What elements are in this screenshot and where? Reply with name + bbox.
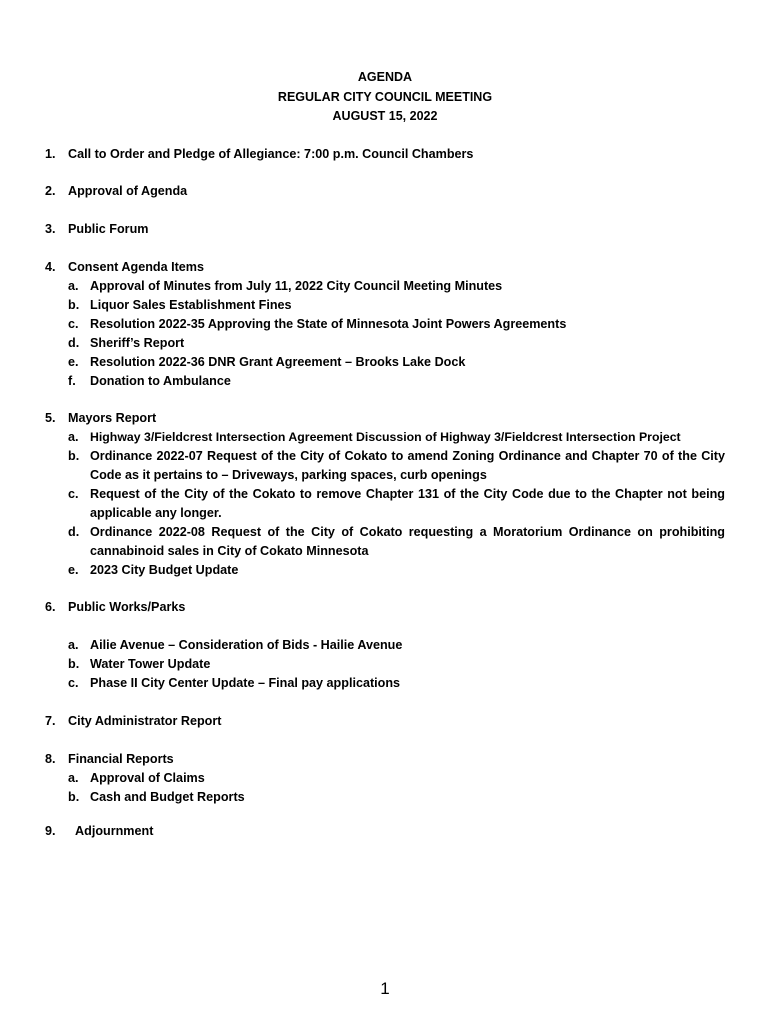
item-number: 5.	[45, 411, 56, 425]
sub-item-letter: e.	[68, 563, 79, 577]
item-label: Mayors Report	[68, 411, 157, 425]
sub-item-text: Ordinance 2022-07 Request of the City of Cokato to amend Zoning Ordinance and Chapter 70 of the City Code as it pertains to – Driveways, parking spaces, curb openings	[90, 449, 725, 482]
header-date: AUGUST 15, 2022	[332, 109, 438, 123]
sub-item-letter: c.	[68, 487, 79, 501]
sub-item-letter: b.	[68, 790, 80, 804]
item-label: Financial Reports	[68, 752, 174, 766]
item-label: Adjournment	[72, 824, 154, 838]
sub-item-text: Approval of Claims	[90, 771, 205, 785]
sub-item-letter: b.	[68, 298, 80, 312]
sub-item-letter: b.	[68, 449, 80, 463]
sub-item-text: Water Tower Update	[90, 657, 211, 671]
item-label: Public Works/Parks	[68, 600, 186, 614]
sub-item-text: Ordinance 2022-08 Request of the City of Cokato requesting a Moratorium Ordinance on prohibiting cannabinoid sales in City of Cokato Minnesota	[90, 525, 725, 558]
item-number: 2.	[45, 184, 56, 198]
sub-item-text: Resolution 2022-35 Approving the State of Minnesota Joint Powers Agreements	[90, 317, 567, 331]
item-number: 9.	[45, 824, 56, 838]
header-meeting-type: REGULAR CITY COUNCIL MEETING	[277, 89, 493, 104]
page-number: 1	[380, 979, 390, 998]
sub-item-text: Liquor Sales Establishment Fines	[90, 298, 292, 312]
item-number: 7.	[45, 714, 56, 728]
agenda-header	[0, 68, 770, 127]
sub-item-text: Donation to Ambulance	[90, 374, 231, 388]
item-label: City Administrator Report	[68, 714, 222, 728]
sub-item-text: Approval of Minutes from July 11, 2022 City Council Meeting Minutes	[90, 279, 503, 293]
sub-item-text: Resolution 2022-36 DNR Grant Agreement – Brooks Lake Dock	[90, 355, 466, 369]
item-number: 6.	[45, 600, 56, 614]
item-number: 1.	[45, 147, 56, 161]
item-number: 4.	[45, 260, 56, 274]
item-label: Approval of Agenda	[68, 184, 188, 198]
sub-item-letter: a.	[68, 279, 79, 293]
sub-item-text: Highway 3/Fieldcrest Intersection Agreement Discussion of Highway 3/Fieldcrest Intersection Project	[90, 430, 681, 444]
sub-item-letter: b.	[68, 657, 80, 671]
sub-item-letter: e.	[68, 355, 79, 369]
sub-item-letter: d.	[68, 525, 80, 539]
sub-item-text: Ailie Avenue – Consideration of Bids - Hailie Avenue	[90, 638, 403, 652]
sub-item-letter: c.	[68, 676, 79, 690]
sub-item-text: Sheriff’s Report	[90, 336, 185, 350]
sub-item-text: Request of the City of the Cokato to remove Chapter 131 of the City Code due to the Chapter not being applicable any longer.	[90, 487, 725, 520]
sub-item-text: 2023 City Budget Update	[90, 563, 239, 577]
item-label: Consent Agenda Items	[68, 260, 204, 274]
item-label: Public Forum	[68, 222, 149, 236]
item-number: 8.	[45, 752, 56, 766]
sub-item-letter: c.	[68, 317, 79, 331]
item-number: 3.	[45, 222, 56, 236]
item-label: Call to Order and Pledge of Allegiance: 7:00 p.m. Council Chambers	[68, 147, 474, 161]
sub-item-letter: f.	[68, 374, 76, 388]
header-title: AGENDA	[357, 70, 413, 84]
sub-item-letter: a.	[68, 430, 79, 444]
sub-item-letter: a.	[68, 638, 79, 652]
sub-item-letter: d.	[68, 336, 80, 350]
sub-item-text: Cash and Budget Reports	[90, 790, 245, 804]
sub-item-text: Phase II City Center Update – Final pay applications	[90, 676, 401, 690]
sub-item-letter: a.	[68, 771, 79, 785]
